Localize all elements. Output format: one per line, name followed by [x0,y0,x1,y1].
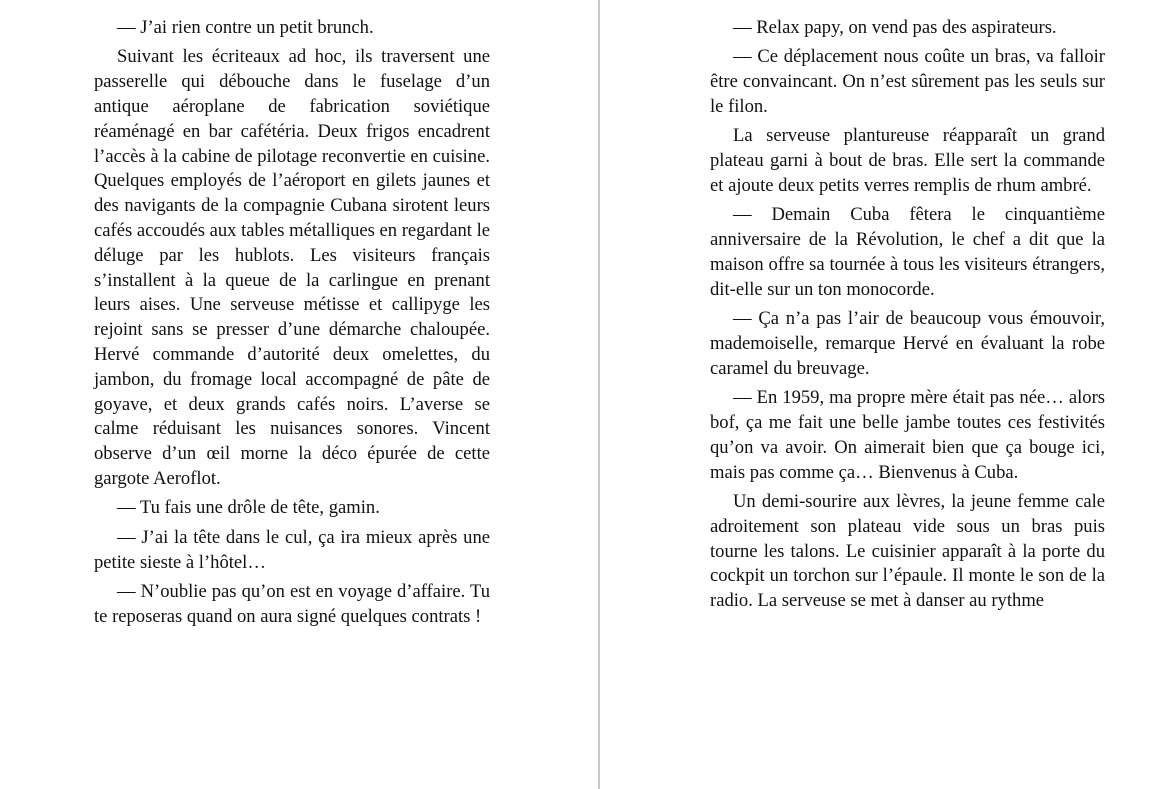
paragraph: — Ce déplacement nous coûte un bras, va falloir être convaincant. On n’est sûrement pas les seuls sur le filon. [710,46,1105,117]
paragraph: La serveuse plantureuse réapparaît un grand plateau garni à bout de bras. Elle sert la commande et ajoute deux petits verres remplis de rhum ambré. [710,125,1105,196]
paragraph: — Relax papy, on vend pas des aspirateurs. [733,17,1057,38]
paragraph: — Tu fais une drôle de tête, gamin. [117,497,380,519]
paragraph: — Demain Cuba fêtera le cinquantième anniversaire de la Révolution, le chef a dit que la maison offre sa tournée à tous les visiteurs étrangers, dit-elle sur un ton monocorde. [710,204,1105,300]
paragraph: — J’ai la tête dans le cul, ça ira mieux après une petite sieste à l’hôtel… [94,526,490,573]
paragraph: — En 1959, ma propre mère était pas née… alors bof, ça me fait une belle jambe toutes ces festivités qu’on va avoir. On aimerait bien que ça bouge ici, mais pas comme ça… Bienvenus à Cuba. [710,387,1105,483]
paragraph: Suivant les écriteaux ad hoc, ils traversent une passerelle qui débouche dans le fuselage d’un antique aéroplane de fabrication soviétique réaménagé en bar cafétéria. Deux frigos encadrent l’accès à la cabine de pilotage reconvertie en cuisine. Quelques employés de l’aéroport en gilets jaunes et des navigants de la compagnie Cubana sirotent leurs cafés accoudés aux tables métalliques en regardant le déluge par les hublots. Les visiteurs français s’installent à la queue de la carlingue en prenant leurs aises. Une serveuse métisse et callipyge les rejoint sans se presser d’une démarche chaloupée. Hervé commande d’autorité deux omelettes, du jambon, du fromage local accompagné de pâte de goyave, et deux grands cafés noirs. L’averse se calme réduisant les nuisances sonores. Vincent observe d’un œil morne la déco épurée de cette gargote Aeroflot. [94,46,490,489]
right-page [710,16,1105,618]
paragraph: Un demi-sourire aux lèvres, la jeune femme cale adroitement son plateau vide sous un bras puis tourne les talons. Le cuisinier apparaît à la porte du cockpit un torchon sur l’épaule. Il monte le son de la radio. La serveuse se met à danser au rythme [710,490,1105,612]
paragraph: — Ça n’a pas l’air de beaucoup vous émouvoir, mademoiselle, remarque Hervé en évaluant la robe caramel du breuvage. [710,308,1105,379]
page-gutter-divider [598,0,600,789]
paragraph: — J’ai rien contre un petit brunch. [117,17,374,38]
paragraph: — N’oublie pas qu’on est en voyage d’affaire. Tu te reposeras quand on aura signé quelques contrats ! [94,580,490,627]
left-page [94,16,490,634]
